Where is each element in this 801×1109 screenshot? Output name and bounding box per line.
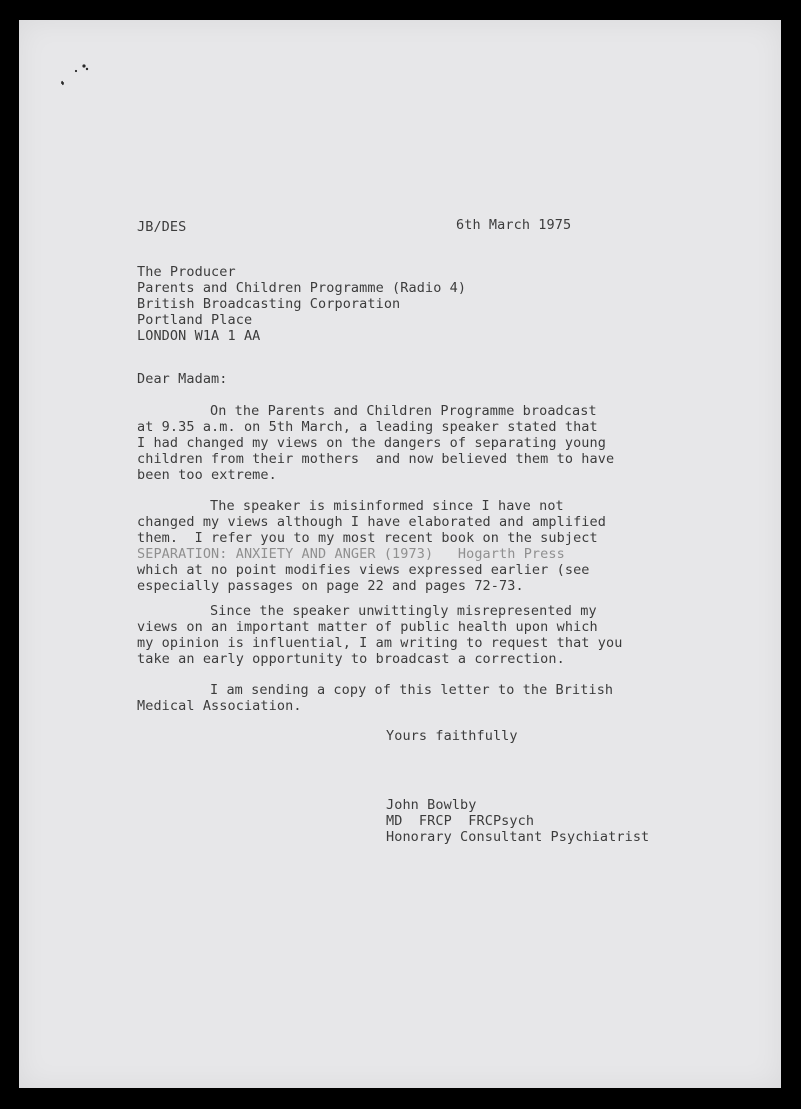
- address-line: LONDON W1A 1 AA: [137, 328, 261, 344]
- paragraph-line: Medical Association.: [137, 698, 302, 714]
- address-line: Parents and Children Programme (Radio 4): [137, 280, 467, 296]
- address-line: British Broadcasting Corporation: [137, 296, 401, 312]
- closing: Yours faithfully: [386, 728, 518, 744]
- paragraph-line: at 9.35 a.m. on 5th March, a leading speaker stated that: [137, 419, 598, 435]
- book-title-line: SEPARATION: ANXIETY AND ANGER (1973) Hogarth Press: [137, 546, 565, 562]
- paragraph-line: take an early opportunity to broadcast a correction.: [137, 651, 565, 667]
- paragraph-line: views on an important matter of public health upon which: [137, 619, 598, 635]
- salutation: Dear Madam:: [137, 371, 228, 387]
- paragraph-line: them. I refer you to my most recent book on the subject: [137, 530, 598, 546]
- paragraph-line: been too extreme.: [137, 467, 277, 483]
- letter-date: 6th March 1975: [456, 217, 572, 233]
- paragraph-line: my opinion is influential, I am writing to request that you: [137, 635, 623, 651]
- pen-marks-icon: [57, 62, 93, 90]
- signature-name: John Bowlby: [386, 797, 477, 813]
- paragraph-line: which at no point modifies views expressed earlier (see: [137, 562, 590, 578]
- paragraph-line: I had changed my views on the dangers of separating young: [137, 435, 606, 451]
- signature-title: Honorary Consultant Psychiatrist: [386, 829, 650, 845]
- signature-qualifications: MD FRCP FRCPsych: [386, 813, 535, 829]
- paragraph-line: children from their mothers and now believed them to have: [137, 451, 615, 467]
- paragraph-line: The speaker is misinformed since I have not: [210, 498, 564, 514]
- paragraph-line: changed my views although I have elaborated and amplified: [137, 514, 606, 530]
- paragraph-line: especially passages on page 22 and pages 72-73.: [137, 578, 524, 594]
- reference: JB/DES: [137, 219, 187, 235]
- paragraph-line: Since the speaker unwittingly misrepresented my: [210, 603, 597, 619]
- paragraph-line: On the Parents and Children Programme broadcast: [210, 403, 597, 419]
- address-line: The Producer: [137, 264, 236, 280]
- address-line: Portland Place: [137, 312, 253, 328]
- paragraph-line: I am sending a copy of this letter to the British: [210, 682, 614, 698]
